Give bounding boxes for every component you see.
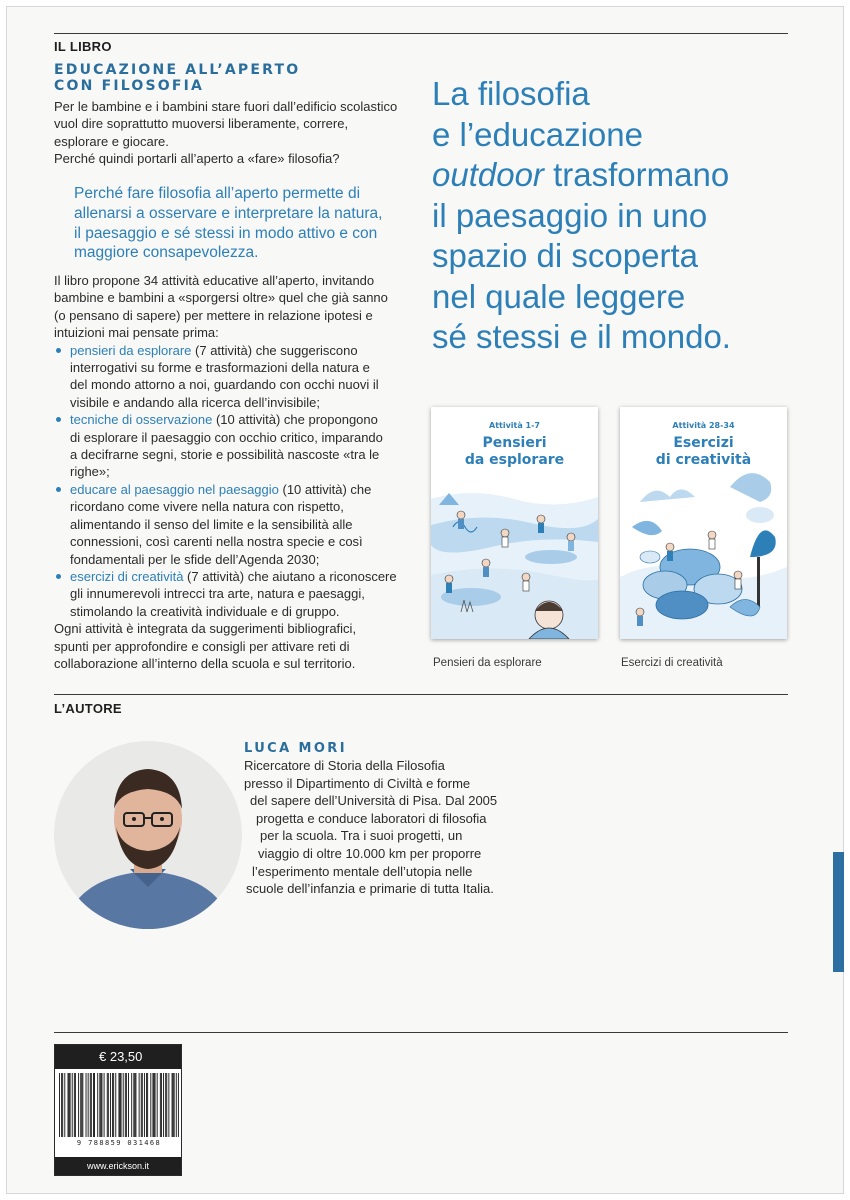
price-label: € 23,50 (55, 1045, 181, 1069)
list-item: pensieri da esplorare (7 attività) che suggeriscono interrogativi su forme e trasformazioni della natura e del mondo attorno a noi, guardando con occhi nuovi il visibile e andando alla ricerca dell’invisibile; (54, 342, 414, 412)
barcode-icon (59, 1073, 179, 1139)
cover-pensieri-da-esplorare (431, 407, 598, 639)
tagline: La filosofia e l’educazione outdoor trasformano il paesaggio in uno spazio di scoperta nel quale leggere sé stessi e il mondo. (432, 75, 731, 355)
author-rule (54, 694, 788, 695)
cover-esercizi-di-creativita (620, 407, 787, 639)
list-item: esercizi di creatività (7 attività) che aiutano a riconoscere gli innumerevoli intrecci tra arte, natura e paesaggi, stimolando la creatività individuale e di gruppo. (54, 568, 414, 620)
cover-title: Esercizi di creatività (655, 435, 752, 468)
isbn-number: 9 788859 031468 (76, 1139, 162, 1147)
cover-caption: Pensieri da esplorare (433, 657, 542, 669)
book-section-label: IL LIBRO (54, 39, 112, 54)
list-item: educare al paesaggio nel paesaggio (10 attività) che ricordano come vivere nella natura con rispetto, alimentando il senso del limite e la sensibilità alle connessioni, così carenti nella nostra specie e così fondamentali per le sfide dell’Agenda 2030; (54, 481, 414, 568)
author-name: LUCA MORI (244, 741, 347, 756)
bottom-rule (54, 1032, 788, 1033)
book-pullquote: Perché fare filosofia all’aperto permette di allenarsi a osservare e interpretare la natura, il paesaggio e sé stessi in modo attivo e con maggiore consapevolezza. (74, 185, 383, 262)
activities-list (54, 342, 414, 621)
list-item: tecniche di osservazione (10 attività) che propongono di esplorare il paesaggio con occhio critico, imparando a decifrarne segni, storie e possibilità nascoste «tra le righe»; (54, 411, 414, 481)
side-tab-marker (833, 852, 844, 972)
author-bio: Ricercatore di Storia della Filosofia presso il Dipartimento di Civiltà e forme del sapere dell’Università di Pisa. Dal 2005 progetta e conduce laboratori di filosofia per la scuola. Tra i suoi progetti, un viaggio di oltre 10.000 km per proporre l’esperimento mentale dell’utopia nelle scuole dell’infanzia e primarie di tutta Italia. (244, 758, 498, 897)
cover-subtitle: Attività 1-7 (489, 421, 540, 430)
publisher-website: www.erickson.it (55, 1157, 181, 1175)
cover-title: Pensieri da esplorare (464, 435, 565, 468)
barcode-box (54, 1044, 182, 1176)
book-title: EDUCAZIONE ALL’APERTO CON FILOSOFIA (54, 62, 301, 94)
cover-caption: Esercizi di creatività (621, 657, 723, 669)
top-rule (54, 33, 788, 34)
cover-subtitle: Attività 28-34 (672, 421, 735, 430)
book-intro: Per le bambine e i bambini stare fuori dall’edificio scolastico vuol dire soprattutto muoversi liberamente, correre, esplorare e giocare. Perché quindi portarli all’aperto a «fare» filosofia? (54, 99, 398, 167)
author-section-label: L’AUTORE (54, 701, 122, 716)
author-portrait (54, 741, 242, 929)
book-description: Il libro propone 34 attività educative all’aperto, invitando bambine e bambini a «sporgersi oltre» quel che già sanno (o pensano di sapere) per mettere in relazione ipotesi e intuizioni mai pensate prima: pensieri da esplorare (7 attività) che suggeriscono interrogativi su forme e trasformazioni della natura e del mondo attorno a noi, guardando con occhi nuovi il visibile e andando alla ricerca dell’invisibile; tecniche di osservazione (10 attività) che propongono di esplorare il paesaggio con occhio critico, imparando a decifrarne segni, storie e possibilità nascoste «tra le righe»; educare al paesaggio nel paesaggio (10 attività) che ricordano come vivere nella natura con rispetto, alimentando il senso del limite e la sensibilità alle connessioni, così carenti nella nostra specie e così fondamentali per le sfide dell’Agenda 2030; esercizi di creatività (7 attività) che aiutano a riconoscere gli innumerevoli intrecci tra arte, natura e paesaggi, stimolando la creatività individuale e di gruppo. Ogni attività è integrata da suggerimenti bibliografici, spunti per approfondire e consigli per attivare reti di collaborazione all’interno della scuola e sul territorio. (54, 272, 414, 672)
